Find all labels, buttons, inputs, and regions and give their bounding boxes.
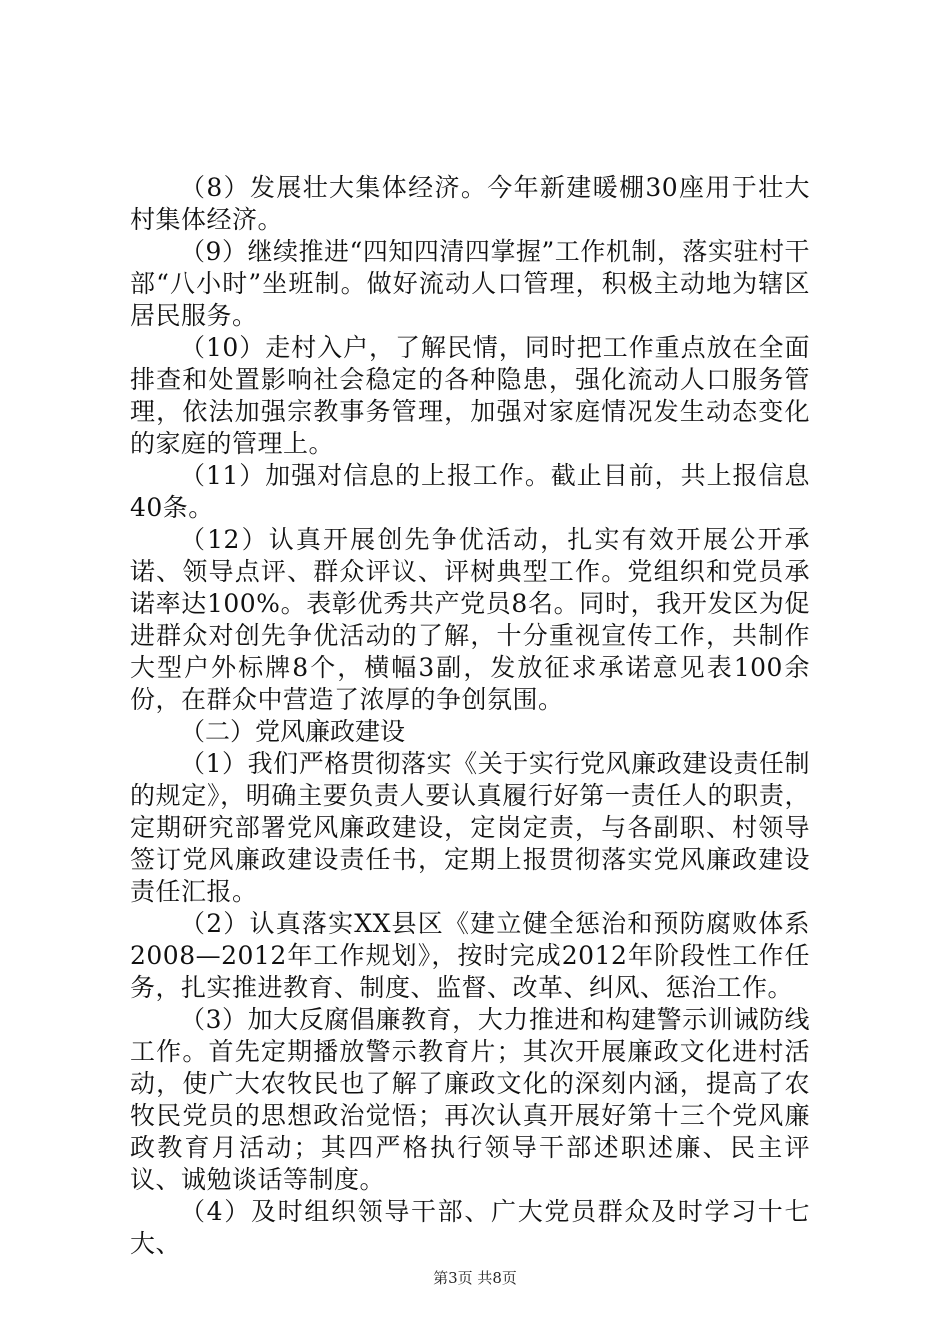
paragraph-10: （10）走村入户，了解民情，同时把工作重点放在全面排查和处置影响社会稳定的各种隐患，强化流动人口服务管理，依法加强宗教事务管理，加强对家庭情况发生动态变化的家庭的管理上。 bbox=[130, 333, 810, 458]
paragraph-9: （9）继续推进“四知四清四掌握”工作机制，落实驻村干部“八小时”坐班制。做好流动人口管理，积极主动地为辖区居民服务。 bbox=[130, 237, 810, 330]
paragraph-8: （8）发展壮大集体经济。今年新建暖棚30座用于壮大村集体经济。 bbox=[130, 173, 810, 234]
section-paragraph-1: （1）我们严格贯彻落实《关于实行党风廉政建设责任制的规定》，明确主要负责人要认真履行好第一责任人的职责，定期研究部署党风廉政建设，定岗定责，与各副职、村领导签订党风廉政建设责任书，定期上报贯彻落实党风廉政建设责任汇报。 bbox=[130, 749, 810, 906]
section-paragraph-2: （2）认真落实XX县区《建立健全惩治和预防腐败体系2008—2012年工作规划》，按时完成2012年阶段性工作任务，扎实推进教育、制度、监督、改革、纠风、惩治工作。 bbox=[130, 909, 810, 1002]
document-body bbox=[130, 172, 810, 1260]
section-paragraph-4: （4）及时组织领导干部、广大党员群众及时学习十七大、 bbox=[130, 1197, 810, 1258]
section-paragraph-3: （3）加大反腐倡廉教育，大力推进和构建警示训诫防线工作。首先定期播放警示教育片；其次开展廉政文化进村活动，使广大农牧民也了解了廉政文化的深刻内涵，提高了农牧民党员的思想政治觉悟；再次认真开展好第十三个党风廉政教育月活动；其四严格执行领导干部述职述廉、民主评议、诚勉谈话等制度。 bbox=[130, 1005, 810, 1194]
paragraph-11: （11）加强对信息的上报工作。截止目前，共上报信息40条。 bbox=[130, 461, 810, 522]
page-footer: 第3页 共8页 bbox=[433, 1269, 517, 1287]
section-heading: （二）党风廉政建设 bbox=[180, 717, 406, 746]
paragraph-12: （12）认真开展创先争优活动，扎实有效开展公开承诺、领导点评、群众评议、评树典型工作。党组织和党员承诺率达100%。表彰优秀共产党员8名。同时，我开发区为促进群众对创先争优活动的了解，十分重视宣传工作，共制作大型户外标牌8个，横幅3副，发放征求承诺意见表100余份，在群众中营造了浓厚的争创氛围。 bbox=[130, 525, 810, 714]
